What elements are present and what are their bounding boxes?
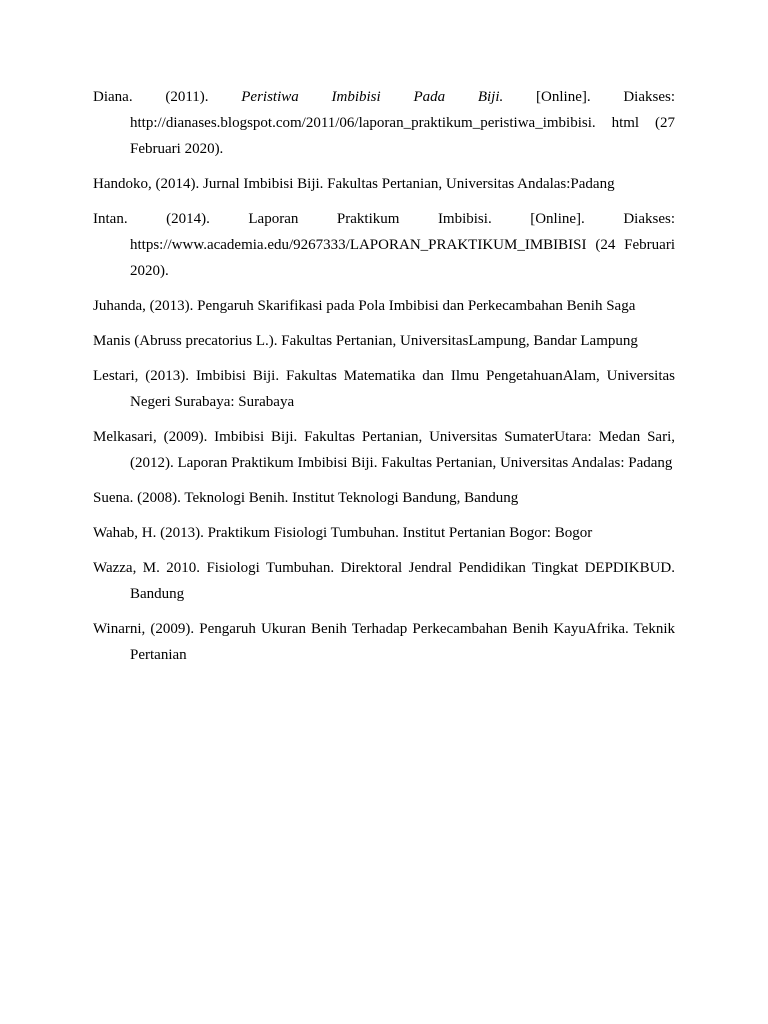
reference-entry (93, 555, 675, 607)
reference-entry (93, 206, 675, 284)
reference-text: Wahab, H. (2013). Praktikum Fisiologi Tumbuhan. Institut Pertanian Bogor: Bogor (93, 525, 593, 541)
reference-entry (93, 84, 675, 162)
reference-text: Manis (Abruss precatorius L.). Fakultas Pertanian, UniversitasLampung, Bandar Lampung (93, 333, 638, 349)
reference-entry (93, 363, 675, 415)
reference-entry (93, 520, 675, 546)
reference-text: Winarni, (2009). Pengaruh Ukuran Benih Terhadap Perkecambahan Benih KayuAfrika. Teknik Pertanian (93, 621, 675, 663)
reference-text: Melkasari, (2009). Imbibisi Biji. Fakultas Pertanian, Universitas SumaterUtara: Medan Sari, (2012). Laporan Praktikum Imbibisi Biji. Fakultas Pertanian, Universitas Andalas: Padang (93, 429, 675, 471)
reference-entry (93, 424, 675, 476)
reference-text: Handoko, (2014). Jurnal Imbibisi Biji. Fakultas Pertanian, Universitas Andalas:Padang (93, 176, 615, 192)
reference-title-italic: Peristiwa Imbibisi Pada Biji. (241, 89, 504, 105)
reference-text: Suena. (2008). Teknologi Benih. Institut Teknologi Bandung, Bandung (93, 490, 519, 506)
reference-entry (93, 485, 675, 511)
reference-text: Lestari, (2013). Imbibisi Biji. Fakultas Matematika dan Ilmu PengetahuanAlam, Universitas Negeri Surabaya: Surabaya (93, 368, 675, 410)
reference-text: [Online]. Diakses: http://dianases.blogspot.com/2011/06/laporan_praktikum_peristiwa_imbibisi. html (27 Februari 2020). (130, 89, 676, 157)
reference-entry (93, 171, 675, 197)
reference-entry (93, 328, 675, 354)
reference-text: Wazza, M. 2010. Fisiologi Tumbuhan. Direktoral Jendral Pendidikan Tingkat DEPDIKBUD. Bandung (93, 560, 675, 602)
reference-text: Diana. (2011). (93, 89, 242, 105)
reference-entry (93, 616, 675, 668)
reference-entry (93, 293, 675, 319)
reference-text: Juhanda, (2013). Pengaruh Skarifikasi pada Pola Imbibisi dan Perkecambahan Benih Saga (93, 298, 636, 314)
reference-text: Intan. (2014). Laporan Praktikum Imbibisi. [Online]. Diakses: https://www.academia.edu/9267333/LAPORAN_PRAKTIKUM_IMBIBISI (24 Februari 2020). (93, 211, 675, 279)
